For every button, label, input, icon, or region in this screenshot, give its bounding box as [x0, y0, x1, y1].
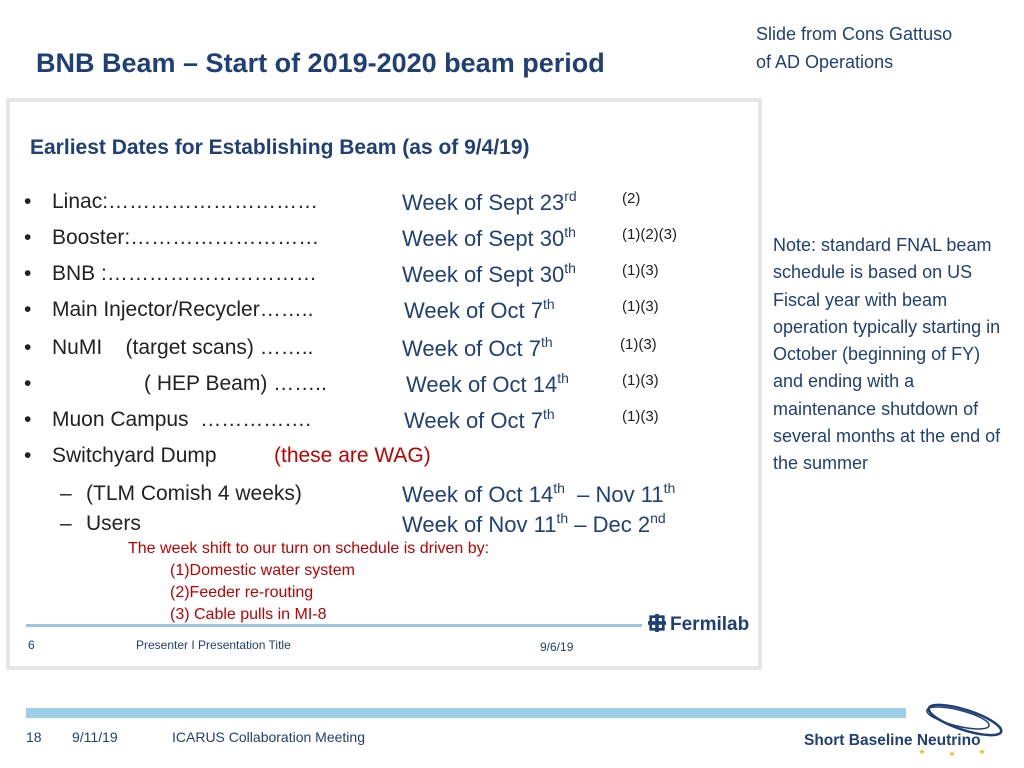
list-item — [10, 444, 758, 480]
list-item — [10, 190, 758, 226]
bullet-note: (1)(3) — [622, 408, 659, 425]
slide-credit — [756, 20, 952, 76]
embedded-page-number: 6 — [28, 638, 35, 652]
dash-marker: – — [60, 512, 72, 535]
bullet-date: Week of Oct 14th — [406, 370, 569, 397]
slide-title: BNB Beam – Start of 2019-2020 beam period — [36, 48, 605, 78]
sbn-logo — [800, 698, 1010, 762]
bullet-date: Week of Sept 30th — [402, 260, 576, 287]
reason-item: (3) Cable pulls in MI-8 — [170, 606, 327, 623]
reason-item: (2)Feeder re-routing — [170, 584, 314, 601]
bullet-date: Week of Sept 23rd — [402, 188, 577, 215]
bullet-marker: • — [24, 372, 32, 395]
embedded-heading: Earliest Dates for Establishing Beam (as of 9/4/19) — [30, 136, 530, 159]
reason-item: (1)Domestic water system — [170, 562, 355, 579]
bullet-label: NuMI (target scans) …….. — [52, 336, 314, 359]
bullet-label: Switchyard Dump — [52, 444, 217, 467]
bullet-note: (2) — [622, 190, 641, 207]
bullet-date: Week of Oct 7th — [404, 296, 555, 323]
bullet-marker: • — [24, 444, 32, 467]
bullet-note: (1)(3) — [622, 262, 659, 279]
bullet-label: Main Injector/Recycler…….. — [52, 298, 314, 321]
sbn-logo-text: Short Baseline Neutrino — [804, 732, 981, 749]
bullet-label: Booster:……………………… — [52, 226, 320, 249]
embedded-footer-divider — [26, 624, 642, 627]
footer-bar — [26, 708, 906, 718]
bullet-label: BNB :………………………… — [52, 262, 317, 285]
credit-line-2: of AD Operations — [756, 52, 894, 72]
embedded-slide-image — [6, 98, 762, 670]
footer-page-number: 18 — [26, 729, 42, 745]
bullet-note: (1)(3) — [620, 336, 657, 353]
bullet-label: Linac:………………………… — [52, 190, 319, 213]
credit-line-1: Slide from Cons Gattuso — [756, 24, 953, 44]
bullet-date: Week of Sept 30th — [402, 224, 576, 251]
sub-label: (TLM Comish 4 weeks) — [86, 482, 302, 505]
bullet-marker: • — [24, 226, 32, 249]
wag-note: (these are WAG) — [274, 444, 431, 467]
side-note: Note: standard FNAL beam schedule is based on US Fiscal year with beam operation typically starting in October (beginning of FY) and ending with a maintenance shutdown of several months at the end of the summer — [773, 235, 1001, 474]
shift-explanation: The week shift to our turn on schedule is driven by: — [128, 540, 490, 557]
dash-marker: – — [60, 482, 72, 505]
bullet-note: (1)(3) — [622, 372, 659, 389]
bullet-date: Week of Oct 7th — [402, 334, 553, 361]
bullet-marker: • — [24, 190, 32, 213]
bullet-date: Week of Oct 7th — [404, 406, 555, 433]
sub-label: Users — [86, 512, 141, 535]
list-item — [10, 226, 758, 262]
bullet-label: ( HEP Beam) …….. — [144, 372, 327, 395]
sub-date: Week of Nov 11th – Dec 2nd — [402, 510, 666, 537]
bullet-note: (1)(2)(3) — [622, 226, 677, 243]
list-item — [10, 298, 758, 334]
embedded-date: 9/6/19 — [540, 640, 574, 654]
sub-date: Week of Oct 14th – Nov 11th — [402, 480, 676, 507]
list-item — [10, 336, 758, 372]
list-item — [10, 372, 758, 408]
bullet-note: (1)(3) — [622, 298, 659, 315]
bullet-label: Muon Campus ……………. — [52, 408, 312, 431]
fermilab-star-icon — [648, 614, 666, 632]
bullet-marker: • — [24, 262, 32, 285]
sbn-orbit-icon — [800, 698, 1010, 762]
embedded-presenter: Presenter I Presentation Title — [136, 638, 291, 652]
bullet-marker: • — [24, 298, 32, 321]
footer-date: 9/11/19 — [72, 729, 118, 745]
fermilab-logo: Fermilab — [648, 614, 749, 636]
footer-meeting: ICARUS Collaboration Meeting — [172, 729, 365, 745]
list-item — [10, 408, 758, 444]
bullet-marker: • — [24, 336, 32, 359]
list-item — [10, 262, 758, 298]
bullet-marker: • — [24, 408, 32, 431]
